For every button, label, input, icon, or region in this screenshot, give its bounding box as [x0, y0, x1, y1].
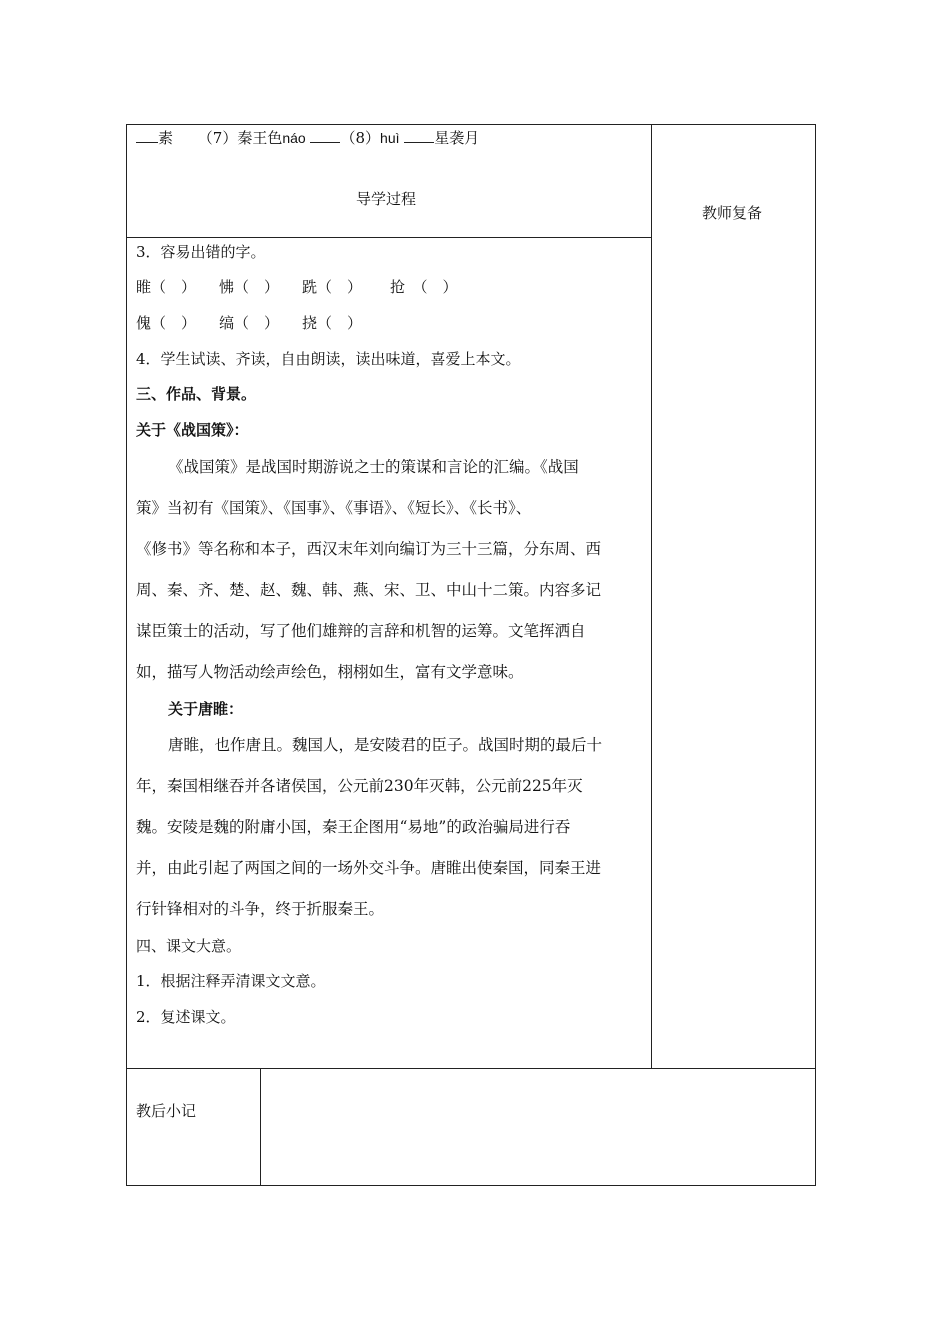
char-item: 挠（ ） — [302, 314, 363, 332]
notes-table — [126, 1068, 816, 1186]
side-column-title: 教师复备 — [702, 204, 763, 222]
step-2: 2．复述课文。 — [136, 1008, 236, 1026]
char-item: 睢（ ） — [136, 278, 197, 296]
zgc-line: 谋臣策士的活动，写了他们雄辩的言辞和机智的运筹。文笔挥洒自 — [136, 622, 586, 640]
heading-4: 四、课文大意。 — [136, 937, 242, 955]
zgc-line: 如，描写人物活动绘声绘色，栩栩如生，富有文学意味。 — [136, 663, 524, 681]
tj-line: 唐睢，也作唐且。魏国人，是安陵君的臣子。战国时期的最后十 — [168, 736, 603, 754]
pinyin: huì — [380, 130, 400, 146]
tj-line: 魏。安陵是魏的附庸小国，秦王企图用“易地”的政治骗局进行吞 — [136, 818, 571, 836]
text-segment: 素 — [158, 129, 174, 147]
section-title: 导学过程 — [356, 190, 417, 208]
char-item: 抢 （ ） — [390, 278, 458, 296]
char-item: 跣（ ） — [302, 278, 363, 296]
zgc-line: 策》当初有《国策》、《国事》、《事语》、《短长》、《长书》、 — [136, 499, 532, 517]
blank — [404, 128, 434, 143]
chars-row-2 — [136, 313, 362, 333]
heading-3: 三、作品、背景。 — [136, 385, 257, 403]
blank — [136, 128, 158, 143]
step-1: 1．根据注释弄清课文文意。 — [136, 972, 326, 990]
about-tangju-heading: 关于唐睢： — [168, 700, 244, 718]
text-segment: （7）秦王色 — [197, 129, 283, 147]
zgc-line: 《修书》等名称和本子，西汉末年刘向编订为三十三篇，分东周、西 — [136, 540, 602, 558]
tj-line: 并，由此引起了两国之间的一场外交斗争。唐睢出使秦国，同秦王进 — [136, 859, 602, 877]
blank — [310, 128, 340, 143]
char-item: 缟（ ） — [219, 314, 280, 332]
char-item: 怫（ ） — [219, 278, 280, 296]
notes-label: 教后小记 — [136, 1102, 197, 1120]
zgc-line: 《战国策》是战国时期游说之士的策谋和言论的汇编。《战国 — [168, 458, 579, 476]
item-4: 4．学生试读、齐读，自由朗读，读出味道，喜爱上本文。 — [136, 350, 521, 368]
about-zhanguoce-heading: 关于《战国策》： — [136, 421, 249, 439]
header-fill-line — [136, 128, 479, 148]
column-divider — [651, 124, 652, 1069]
chars-row-1 — [136, 277, 458, 297]
pinyin: náo — [282, 130, 306, 146]
notes-divider — [260, 1068, 261, 1186]
text-segment: （8） — [340, 129, 381, 147]
text-segment: 星袭月 — [434, 129, 480, 147]
item-3: 3．容易出错的字。 — [136, 243, 266, 261]
row-divider — [126, 237, 652, 238]
tj-line: 年，秦国相继吞并各诸侯国，公元前230年灭韩，公元前225年灭 — [136, 777, 583, 795]
char-item: 傀（ ） — [136, 314, 197, 332]
tj-line: 行针锋相对的斗争，终于折服秦王。 — [136, 900, 385, 918]
zgc-line: 周、秦、齐、楚、赵、魏、韩、燕、宋、卫、中山十二策。内容多记 — [136, 581, 602, 599]
